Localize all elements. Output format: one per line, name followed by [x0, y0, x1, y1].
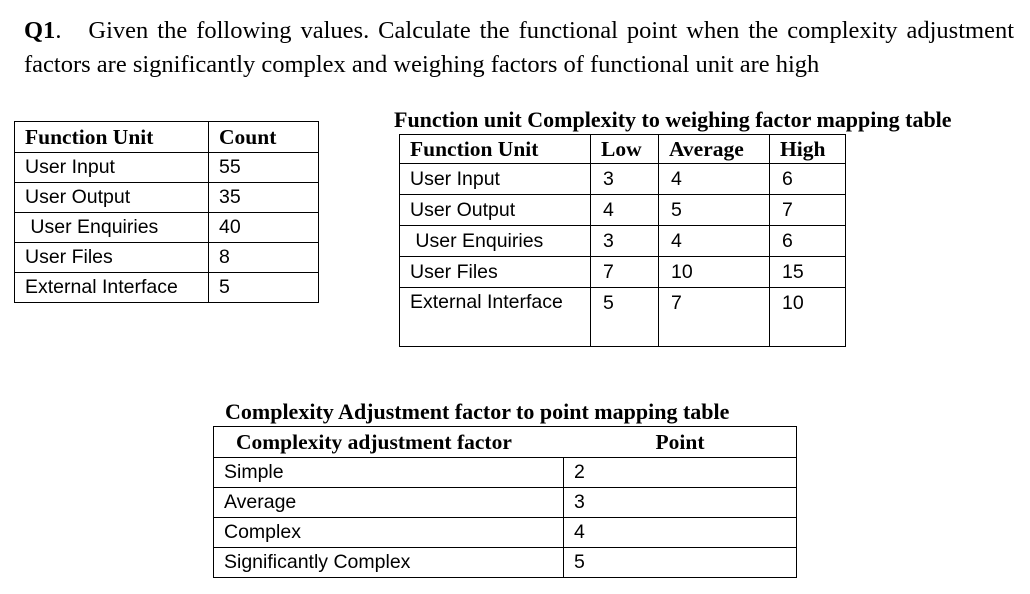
cell-factor: Significantly Complex	[214, 548, 564, 578]
cell-high: 10	[770, 288, 846, 347]
table-row	[400, 257, 846, 288]
table-row	[400, 288, 846, 347]
cell-average: 5	[659, 195, 770, 226]
table-row	[214, 518, 797, 548]
header-complexity-factor	[214, 427, 797, 458]
cell-function-unit: User Files	[15, 243, 209, 273]
cell-average: 4	[659, 226, 770, 257]
cell-function-unit: External Interface	[400, 288, 591, 347]
question-number: Q1	[24, 17, 56, 44]
cell-high: 7	[770, 195, 846, 226]
table-row	[15, 243, 319, 273]
cell-point: 4	[564, 518, 797, 548]
table-row	[400, 164, 846, 195]
cell-count: 55	[209, 153, 319, 183]
cell-function-unit: User Enquiries	[400, 226, 591, 257]
cell-function-unit: User Input	[400, 164, 591, 195]
question-text: Q1. Given the following values. Calculate the functional point when the complexity adjustment factors are significantly complex and weighing factors of functional unit are high	[24, 17, 1014, 78]
table-row	[15, 183, 319, 213]
cell-low: 3	[591, 226, 659, 257]
table-row	[400, 195, 846, 226]
caf-table-header	[214, 427, 797, 458]
weight-table-header	[400, 135, 846, 164]
header-average: Average	[659, 135, 770, 164]
cell-low: 3	[591, 164, 659, 195]
cell-high: 6	[770, 226, 846, 257]
cell-high: 6	[770, 164, 846, 195]
cell-function-unit: User Files	[400, 257, 591, 288]
cell-average: 7	[659, 288, 770, 347]
cell-low: 4	[591, 195, 659, 226]
header-function-unit: Function Unit	[15, 122, 209, 153]
cell-factor: Simple	[214, 458, 564, 488]
cell-count: 35	[209, 183, 319, 213]
table-row	[15, 213, 319, 243]
count-table-header	[15, 122, 319, 153]
question-body: Given the following values. Calculate the functional point when the complexity adjustment factors are significantly complex and weighing factors of functional unit are high	[24, 17, 1014, 78]
header-complexity-factor-label: Complexity adjustment factor	[236, 430, 512, 454]
table-row	[214, 458, 797, 488]
cell-average: 10	[659, 257, 770, 288]
cell-function-unit: User Output	[400, 195, 591, 226]
cell-factor: Average	[214, 488, 564, 518]
cell-average: 4	[659, 164, 770, 195]
cell-function-unit: User Output	[15, 183, 209, 213]
cell-high: 15	[770, 257, 846, 288]
header-count: Count	[209, 122, 319, 153]
header-low: Low	[591, 135, 659, 164]
table-row	[214, 548, 797, 578]
cell-point: 5	[564, 548, 797, 578]
table-row	[15, 273, 319, 303]
cell-count: 40	[209, 213, 319, 243]
cell-factor: Complex	[214, 518, 564, 548]
caf-table	[213, 426, 797, 578]
cell-point: 2	[564, 458, 797, 488]
table-row	[214, 488, 797, 518]
header-function-unit: Function Unit	[400, 135, 591, 164]
cell-count: 8	[209, 243, 319, 273]
weight-table-caption: Function unit Complexity to weighing factor mapping table	[394, 107, 952, 132]
cell-function-unit: User Input	[15, 153, 209, 183]
header-high: High	[770, 135, 846, 164]
table-row	[400, 226, 846, 257]
cell-count: 5	[209, 273, 319, 303]
weight-table	[399, 134, 846, 347]
cell-function-unit: External Interface	[15, 273, 209, 303]
count-table	[14, 121, 319, 303]
caf-table-caption: Complexity Adjustment factor to point mapping table	[225, 399, 730, 424]
cell-low: 5	[591, 288, 659, 347]
header-point: Point	[655, 430, 705, 454]
table-row	[15, 153, 319, 183]
cell-function-unit: User Enquiries	[15, 213, 209, 243]
cell-point: 3	[564, 488, 797, 518]
cell-low: 7	[591, 257, 659, 288]
